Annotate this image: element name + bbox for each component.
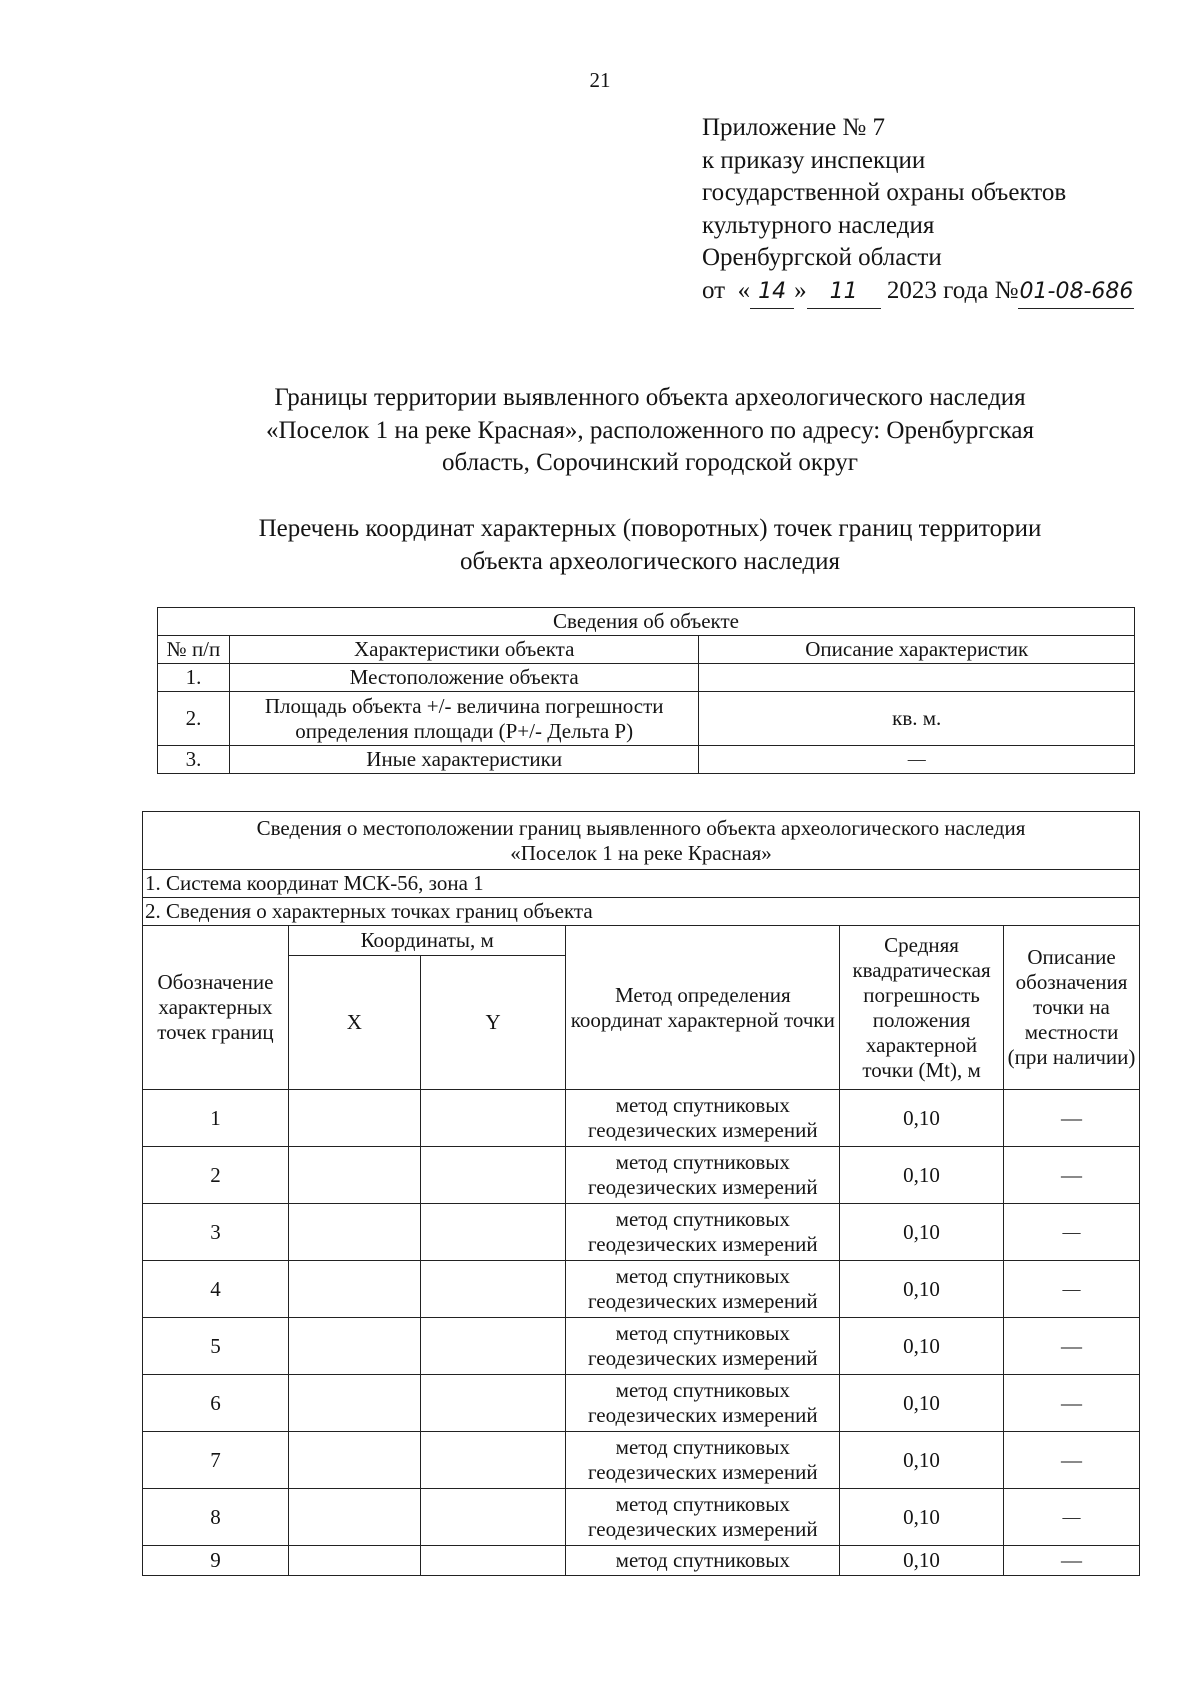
list-title — [140, 513, 1160, 578]
row-desc: — — [699, 746, 1135, 774]
col-num-header: № п/п — [158, 636, 230, 664]
table-row — [143, 1375, 1140, 1432]
point-x — [288, 1375, 420, 1432]
point-error: 0,10 — [840, 1432, 1004, 1489]
object-table — [157, 607, 1135, 774]
coord-system: 1. Система координат МСК-56, зона 1 — [143, 870, 1140, 898]
location-table — [142, 811, 1140, 1576]
point-x — [288, 1318, 420, 1375]
row-char — [229, 692, 699, 746]
method-line-2: геодезических измерений — [587, 1232, 818, 1256]
row-num: 2. — [158, 692, 230, 746]
object-table-header: Сведения об объекте — [158, 608, 1135, 636]
point-x — [288, 1489, 420, 1546]
point-description: — — [1004, 1489, 1140, 1546]
row-num: 1. — [158, 664, 230, 692]
point-method — [566, 1546, 840, 1576]
appendix-date-line — [702, 275, 1134, 310]
list-title-line-1: Перечень координат характерных (поворотных) точек границ территории — [258, 515, 1042, 542]
table-row — [143, 1432, 1140, 1489]
date-day: 14 — [750, 276, 794, 310]
point-method — [566, 1375, 840, 1432]
point-y — [420, 1147, 566, 1204]
point-error: 0,10 — [840, 1546, 1004, 1576]
boundaries-title — [140, 382, 1160, 480]
order-number: 01-08-686 — [1018, 276, 1134, 310]
point-x — [288, 1204, 420, 1261]
date-year: 2023 года — [886, 276, 989, 304]
col-y-header: Y — [420, 956, 566, 1090]
point-description: — — [1004, 1090, 1140, 1147]
method-line-1: метод спутниковых — [615, 1150, 790, 1174]
boundaries-title-line-3: область, Сорочинский городской округ — [441, 449, 858, 476]
boundaries-title-line-1: Границы территории выявленного объекта археологического наследия — [274, 384, 1026, 411]
date-month: 11 — [807, 276, 881, 310]
point-y — [420, 1432, 566, 1489]
point-x — [288, 1432, 420, 1489]
point-y — [420, 1489, 566, 1546]
location-table-header — [143, 812, 1140, 870]
point-error: 0,10 — [840, 1090, 1004, 1147]
number-prefix: № — [994, 276, 1019, 304]
point-error: 0,10 — [840, 1489, 1004, 1546]
col-description-header: Описание обозначения точки на местности (при наличии) — [1004, 926, 1140, 1090]
point-description: — — [1004, 1375, 1140, 1432]
method-line-1: метод спутниковых — [615, 1093, 790, 1117]
boundaries-title-line-2: «Поселок 1 на реке Красная», расположенного по адресу: Оренбургская — [266, 416, 1034, 444]
point-id: 6 — [143, 1375, 289, 1432]
method-line-1: метод спутниковых — [615, 1435, 790, 1459]
row-char: Иные характеристики — [229, 746, 699, 774]
col-coords-header: Координаты, м — [288, 926, 566, 956]
page-number: 21 — [589, 68, 611, 92]
date-prefix: от — [702, 276, 726, 304]
point-id: 3 — [143, 1204, 289, 1261]
method-line-1: метод спутниковых — [615, 1321, 790, 1345]
point-error: 0,10 — [840, 1318, 1004, 1375]
col-desc-header: Описание характеристик — [699, 636, 1135, 664]
point-x — [288, 1147, 420, 1204]
point-y — [420, 1261, 566, 1318]
point-y — [420, 1090, 566, 1147]
point-id: 9 — [143, 1546, 289, 1576]
table-row — [143, 1489, 1140, 1546]
method-line-2: геодезических измерений — [587, 1517, 818, 1541]
method-line-1: метод спутниковых — [615, 1492, 790, 1516]
appendix-line-5: Оренбургской области — [702, 244, 942, 271]
method-line-2: геодезических измерений — [587, 1346, 818, 1370]
point-description: — — [1004, 1546, 1140, 1576]
appendix-line-2: к приказу инспекции — [702, 146, 926, 174]
col-designation-header: Обозначение характерных точек границ — [143, 926, 289, 1090]
point-id: 7 — [143, 1432, 289, 1489]
point-id: 5 — [143, 1318, 289, 1375]
method-line-2: геодезических измерений — [587, 1175, 818, 1199]
point-method — [566, 1432, 840, 1489]
appendix-line-3: государственной охраны объектов — [702, 179, 1067, 206]
table-row — [143, 1546, 1140, 1576]
point-y — [420, 1546, 566, 1576]
point-method — [566, 1090, 840, 1147]
row-num: 3. — [158, 746, 230, 774]
point-method — [566, 1489, 840, 1546]
method-line-1: метод спутниковых — [615, 1548, 790, 1572]
point-description: — — [1004, 1318, 1140, 1375]
points-info: 2. Сведения о характерных точках границ объекта — [143, 898, 1140, 926]
method-line-2: геодезических измерений — [587, 1403, 818, 1427]
row-char-line-2: определения площади (Р+/- Дельта Р) — [295, 718, 634, 743]
col-method-header: Метод определения координат характерной точки — [566, 926, 840, 1090]
col-error-header: Средняя квадратическая погрешность положения характерной точки (Mt), м — [840, 926, 1004, 1090]
method-line-2: геодезических измерений — [587, 1460, 818, 1484]
location-header-line-2: «Поселок 1 на реке Красная» — [510, 840, 772, 865]
location-header-line-1: Сведения о местоположении границ выявленного объекта археологического наследия — [256, 815, 1026, 840]
date-close-quote: » — [794, 276, 807, 304]
point-description: — — [1004, 1261, 1140, 1318]
appendix-title: Приложение № 7 — [702, 114, 886, 141]
row-char: Местоположение объекта — [229, 664, 699, 692]
list-title-line-2: объекта археологического наследия — [460, 547, 840, 575]
table-row — [143, 1147, 1140, 1204]
point-y — [420, 1318, 566, 1375]
table-row — [143, 1261, 1140, 1318]
point-method — [566, 1318, 840, 1375]
date-open-quote: « — [737, 276, 751, 304]
col-char-header: Характеристики объекта — [229, 636, 699, 664]
table-row — [143, 1090, 1140, 1147]
table-row — [143, 1204, 1140, 1261]
method-line-1: метод спутниковых — [615, 1378, 790, 1402]
appendix-block — [702, 112, 1134, 309]
table-row — [158, 746, 1135, 774]
table-row — [143, 1318, 1140, 1375]
row-char-line-1: Площадь объекта +/- величина погрешности — [264, 693, 664, 718]
point-x — [288, 1090, 420, 1147]
point-error: 0,10 — [840, 1204, 1004, 1261]
method-line-2: геодезических измерений — [587, 1289, 818, 1313]
col-x-header: X — [288, 956, 420, 1090]
point-error: 0,10 — [840, 1375, 1004, 1432]
point-id: 1 — [143, 1090, 289, 1147]
point-method — [566, 1261, 840, 1318]
point-error: 0,10 — [840, 1261, 1004, 1318]
point-y — [420, 1204, 566, 1261]
point-id: 8 — [143, 1489, 289, 1546]
point-description: — — [1004, 1432, 1140, 1489]
point-y — [420, 1375, 566, 1432]
method-line-1: метод спутниковых — [615, 1264, 790, 1288]
method-line-1: метод спутниковых — [615, 1207, 790, 1231]
point-x — [288, 1546, 420, 1576]
row-desc: кв. м. — [699, 692, 1135, 746]
point-description: — — [1004, 1147, 1140, 1204]
appendix-line-4: культурного наследия — [702, 211, 935, 239]
point-id: 2 — [143, 1147, 289, 1204]
method-line-2: геодезических измерений — [587, 1118, 818, 1142]
point-description: — — [1004, 1204, 1140, 1261]
table-row — [158, 664, 1135, 692]
table-row — [158, 692, 1135, 746]
point-method — [566, 1204, 840, 1261]
point-method — [566, 1147, 840, 1204]
row-desc — [699, 664, 1135, 692]
point-x — [288, 1261, 420, 1318]
point-error: 0,10 — [840, 1147, 1004, 1204]
point-id: 4 — [143, 1261, 289, 1318]
